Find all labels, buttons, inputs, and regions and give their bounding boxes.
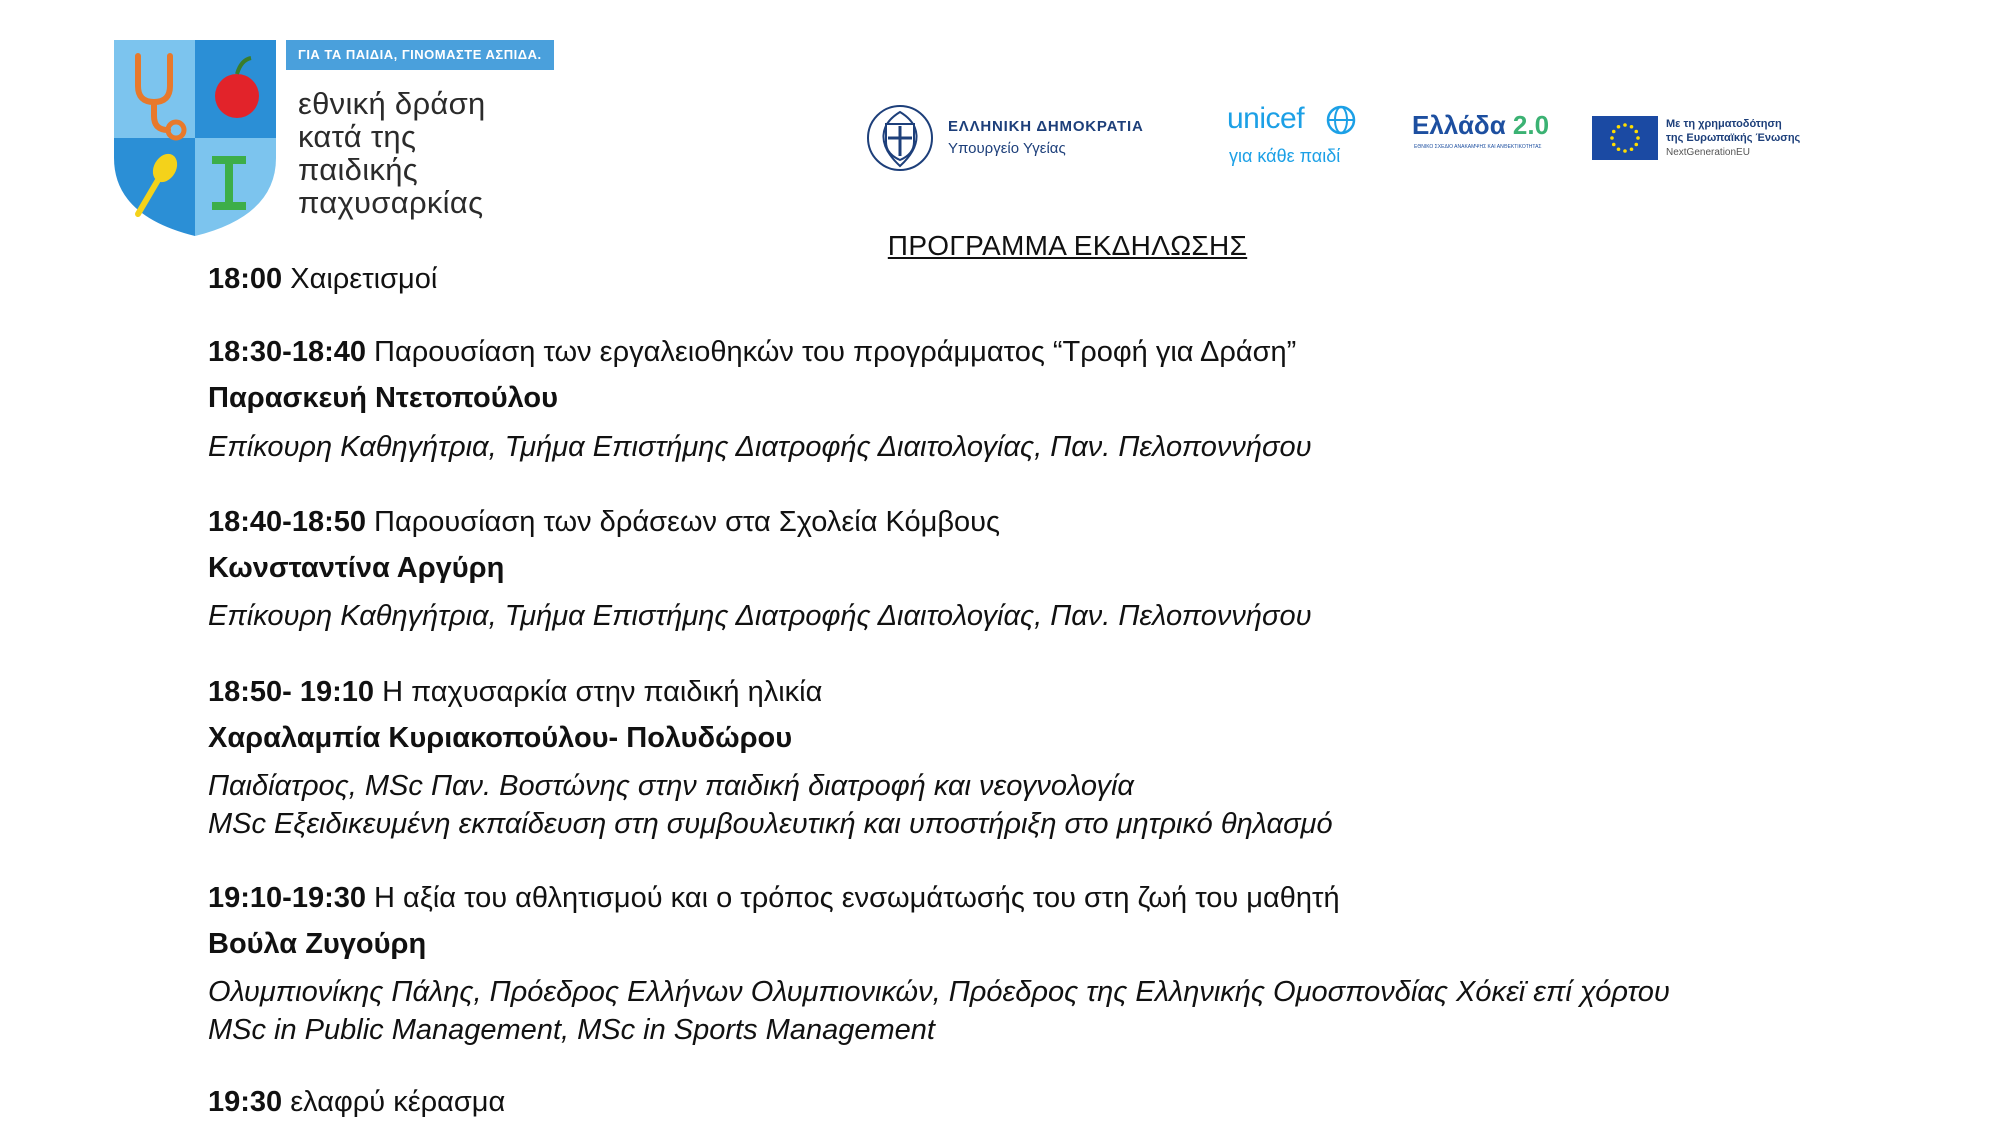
unicef-globe-icon: [1325, 104, 1357, 136]
program-item-title: Η αξία του αθλητισμού και ο τρόπος ενσωμάτωσής του στη ζωή του μαθητή: [366, 882, 1340, 914]
program-speaker-role: Παιδίατρος, MSc Παν. Βοστώνης στην παιδική διατροφή και νεογνολογία: [208, 770, 1134, 802]
program-speaker: Κωνσταντίνα Αργύρη: [208, 552, 505, 584]
greece-number: 2.0: [1512, 110, 1550, 140]
program-speaker: Χαραλαμπία Κυριακοπούλου- Πολυδώρου: [208, 722, 793, 754]
program-time: 18:50- 19:10: [208, 676, 375, 708]
program-time: 19:10-19:30: [208, 882, 366, 914]
program-speaker-role: MSc Εξειδικευμένη εκπαίδευση στη συμβουλευτική και υποστήριξη στο μητρικό θηλασμό: [208, 808, 1333, 840]
eu-star-icon: [1634, 130, 1638, 134]
ministry-country-title: ΕΛΛΗΝΙΚΗ ΔΗΜΟΚΡΑΤΙΑ: [948, 118, 1144, 135]
campaign-name-line: παχυσαρκίας: [298, 185, 484, 220]
greek-state-emblem-icon: [866, 102, 934, 174]
program-title: ΠΡΟΓΡΑΜΜΑ ΕΚΔΗΛΩΣΗΣ: [887, 230, 1248, 261]
eu-funding-line-1: Με τη χρηματοδότηση: [1666, 118, 1782, 130]
eu-star-icon: [1634, 143, 1638, 147]
campaign-tagline: ΓΙΑ ΤΑ ΠΑΙΔΙΑ, ΓΙΝΟΜΑΣΤΕ ΑΣΠΙΔΑ.: [286, 40, 554, 70]
program-time: 18:00: [208, 263, 283, 295]
eu-star-icon: [1623, 149, 1627, 153]
ministry-name: Υπουργείο Υγείας: [948, 140, 1066, 157]
eu-star-icon: [1617, 147, 1621, 151]
program-item-title: Παρουσίαση των δράσεων στα Σχολεία Κόμβους: [366, 506, 1000, 538]
eu-funding-line-3: NextGenerationEU: [1666, 147, 1750, 158]
greece-word: Ελλάδα: [1412, 110, 1506, 140]
program-item-title: Η παχυσαρκία στην παιδική ηλικία: [374, 676, 823, 708]
program-speaker-role: Επίκουρη Καθηγήτρια, Τμήμα Επιστήμης Διατροφής Διαιτολογίας, Παν. Πελοποννήσου: [208, 600, 1312, 632]
program-speaker-role: MSc in Public Management, MSc in Sports Management: [208, 1014, 935, 1046]
program-time: 18:40-18:50: [208, 506, 366, 538]
ministry-of-health-logo: [866, 98, 1186, 178]
program-item-header: [208, 504, 1000, 540]
program-item-title: Χαιρετισμοί: [282, 263, 438, 295]
eu-star-icon: [1630, 125, 1634, 129]
program-item-header: [208, 674, 822, 710]
program-speaker-role: Επίκουρη Καθηγήτρια, Τμήμα Επιστήμης Διατροφής Διαιτολογίας, Παν. Πελοποννήσου: [208, 431, 1312, 463]
program-item-header: [208, 334, 1296, 370]
program-item-header: [208, 1084, 505, 1120]
eu-funding-logo: [1592, 116, 1852, 162]
eu-star-icon: [1610, 136, 1614, 140]
unicef-slogan: για κάθε παιδί: [1229, 146, 1341, 166]
program-speaker: Παρασκευή Ντετοπούλου: [208, 382, 559, 414]
eu-funding-line-2: της Ευρωπαϊκής Ένωσης: [1666, 132, 1801, 144]
eu-star-icon: [1636, 136, 1640, 140]
eu-star-icon: [1630, 147, 1634, 151]
eu-star-icon: [1612, 143, 1616, 147]
program-time: 19:30: [208, 1086, 283, 1118]
program-item-title: Παρουσίαση των εργαλειοθηκών του προγράμματος “Τροφή για Δράση”: [366, 336, 1297, 368]
unicef-logo: [1225, 100, 1365, 180]
program-item-title: ελαφρύ κέρασμα: [282, 1086, 506, 1118]
campaign-name-line: παιδικής: [298, 152, 418, 187]
eu-star-icon: [1617, 125, 1621, 129]
campaign-name-line: κατά της: [298, 119, 417, 154]
shield-logo-icon: [110, 38, 280, 238]
unicef-wordmark: unicef: [1227, 102, 1305, 135]
eu-star-icon: [1623, 123, 1627, 127]
program-item-header: [208, 261, 437, 297]
eu-star-icon: [1612, 130, 1616, 134]
program-time: 18:30-18:40: [208, 336, 366, 368]
campaign-name-line: εθνική δράση: [298, 86, 486, 121]
campaign-logo: [110, 38, 570, 238]
program-speaker: Βούλα Ζυγούρη: [208, 928, 427, 960]
greece-2-0-subtitle: ΕΘΝΙΚΟ ΣΧΕΔΙΟ ΑΝΑΚΑΜΨΗΣ ΚΑΙ ΑΝΘΕΚΤΙΚΟΤΗΤΑΣ: [1414, 144, 1542, 150]
program-item-header: [208, 880, 1340, 916]
eu-flag-icon: [1592, 116, 1658, 160]
program-speaker-role: Ολυμπιονίκης Πάλης, Πρόεδρος Ελλήνων Ολυμπιονικών, Πρόεδρος της Ελληνικής Ομοσπονδίας Χόκεϊ επί χόρτου: [208, 976, 1670, 1008]
greece-2-0-wordmark: [1412, 110, 1549, 141]
greece-2-0-logo: [1412, 110, 1592, 170]
